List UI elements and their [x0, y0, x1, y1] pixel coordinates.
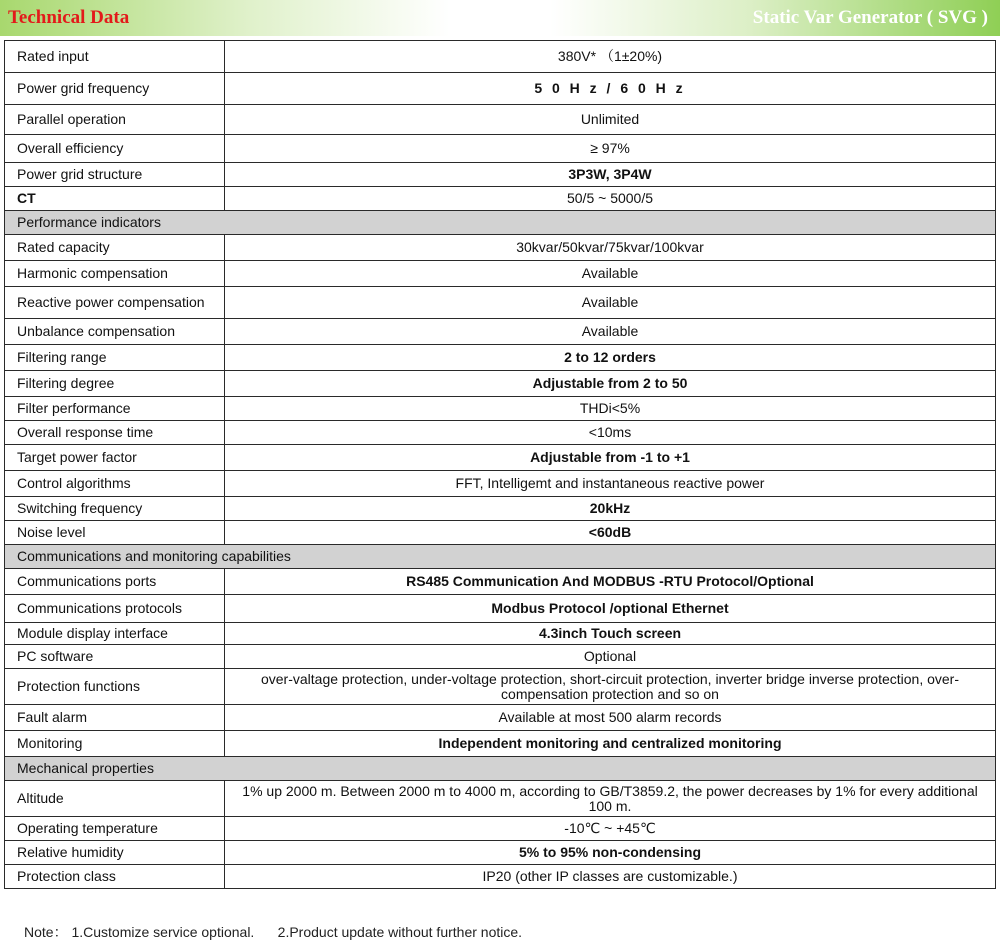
spec-value: 3P3W, 3P4W — [225, 163, 996, 187]
table-row — [5, 319, 996, 345]
spec-value: 1% up 2000 m. Between 2000 m to 4000 m, according to GB/T3859.2, the power decreases by 1% for every additional 100 m. — [225, 781, 996, 817]
spec-value: 380V* （1±20%) — [225, 41, 996, 73]
spec-label: Reactive power compensation — [5, 287, 225, 319]
spec-value: RS485 Communication And MODBUS -RTU Protocol/Optional — [225, 569, 996, 595]
table-row — [5, 865, 996, 889]
spec-value: IP20 (other IP classes are customizable.) — [225, 865, 996, 889]
table-row — [5, 235, 996, 261]
spec-value: 4.3inch Touch screen — [225, 623, 996, 645]
specification-table — [4, 40, 996, 889]
table-row — [5, 187, 996, 211]
spec-label: Power grid structure — [5, 163, 225, 187]
table-row — [5, 669, 996, 705]
section-title: Communications and monitoring capabilities — [5, 545, 996, 569]
spec-value: Adjustable from 2 to 50 — [225, 371, 996, 397]
spec-label: Unbalance compensation — [5, 319, 225, 345]
section-header-row — [5, 545, 996, 569]
spec-label: Filtering degree — [5, 371, 225, 397]
spec-label: Protection class — [5, 865, 225, 889]
spec-label: Rated input — [5, 41, 225, 73]
table-row — [5, 421, 996, 445]
spec-label: Switching frequency — [5, 497, 225, 521]
spec-label: Communications protocols — [5, 595, 225, 623]
table-row — [5, 731, 996, 757]
section-header-row — [5, 757, 996, 781]
table-row — [5, 261, 996, 287]
spec-label: Parallel operation — [5, 105, 225, 135]
spec-label: Overall response time — [5, 421, 225, 445]
table-row — [5, 105, 996, 135]
table-row — [5, 73, 996, 105]
table-row — [5, 135, 996, 163]
table-row — [5, 445, 996, 471]
technical-data-title: Technical Data — [8, 7, 130, 28]
spec-value: Optional — [225, 645, 996, 669]
spec-value: Independent monitoring and centralized monitoring — [225, 731, 996, 757]
table-row — [5, 595, 996, 623]
table-row — [5, 645, 996, 669]
spec-value: 5 0 H z / 6 0 H z — [225, 73, 996, 105]
title-bar — [0, 0, 1000, 36]
spec-value: 2 to 12 orders — [225, 345, 996, 371]
table-row — [5, 497, 996, 521]
spec-label: Monitoring — [5, 731, 225, 757]
spec-value: Available — [225, 319, 996, 345]
table-row — [5, 371, 996, 397]
spec-label: Target power factor — [5, 445, 225, 471]
table-row — [5, 521, 996, 545]
table-row — [5, 471, 996, 497]
section-title: Performance indicators — [5, 211, 996, 235]
spec-value: 30kvar/50kvar/75kvar/100kvar — [225, 235, 996, 261]
spec-value: 5% to 95% non-condensing — [225, 841, 996, 865]
spec-label: Communications ports — [5, 569, 225, 595]
table-row — [5, 841, 996, 865]
footnote: Note： 1.Customize service optional. 2.Product update without further notice. — [24, 924, 523, 940]
spec-value: <60dB — [225, 521, 996, 545]
table-row — [5, 397, 996, 421]
spec-label: Relative humidity — [5, 841, 225, 865]
spec-value: Available — [225, 287, 996, 319]
table-row — [5, 41, 996, 73]
section-title: Mechanical properties — [5, 757, 996, 781]
spec-label: Altitude — [5, 781, 225, 817]
spec-label: Power grid frequency — [5, 73, 225, 105]
table-row — [5, 163, 996, 187]
spec-value: Available at most 500 alarm records — [225, 705, 996, 731]
spec-value: FFT, Intelligemt and instantaneous reactive power — [225, 471, 996, 497]
spec-label: Filtering range — [5, 345, 225, 371]
spec-label: Protection functions — [5, 669, 225, 705]
section-header-row — [5, 211, 996, 235]
spec-label: PC software — [5, 645, 225, 669]
spec-value: ≥ 97% — [225, 135, 996, 163]
spec-value: Modbus Protocol /optional Ethernet — [225, 595, 996, 623]
table-row — [5, 569, 996, 595]
spec-value: <10ms — [225, 421, 996, 445]
spec-label: Noise level — [5, 521, 225, 545]
table-row — [5, 287, 996, 319]
spec-label: Harmonic compensation — [5, 261, 225, 287]
spec-label: Fault alarm — [5, 705, 225, 731]
spec-label: Module display interface — [5, 623, 225, 645]
spec-value: over-valtage protection, under-voltage protection, short-circuit protection, inverter bridge inverse protection, over-compensation protection and so on — [225, 669, 996, 705]
table-row — [5, 623, 996, 645]
spec-value: 20kHz — [225, 497, 996, 521]
spec-label: Rated capacity — [5, 235, 225, 261]
spec-label: Control algorithms — [5, 471, 225, 497]
table-row — [5, 781, 996, 817]
table-row — [5, 345, 996, 371]
spec-value: Adjustable from -1 to +1 — [225, 445, 996, 471]
spec-value: THDi<5% — [225, 397, 996, 421]
table-row — [5, 705, 996, 731]
spec-label: Operating temperature — [5, 817, 225, 841]
spec-value: -10℃ ~ +45℃ — [225, 817, 996, 841]
product-title: Static Var Generator ( SVG ) — [752, 7, 988, 28]
spec-value: 50/5 ~ 5000/5 — [225, 187, 996, 211]
spec-label: CT — [5, 187, 225, 211]
spec-value: Available — [225, 261, 996, 287]
spec-label: Overall efficiency — [5, 135, 225, 163]
table-row — [5, 817, 996, 841]
spec-label: Filter performance — [5, 397, 225, 421]
spec-value: Unlimited — [225, 105, 996, 135]
